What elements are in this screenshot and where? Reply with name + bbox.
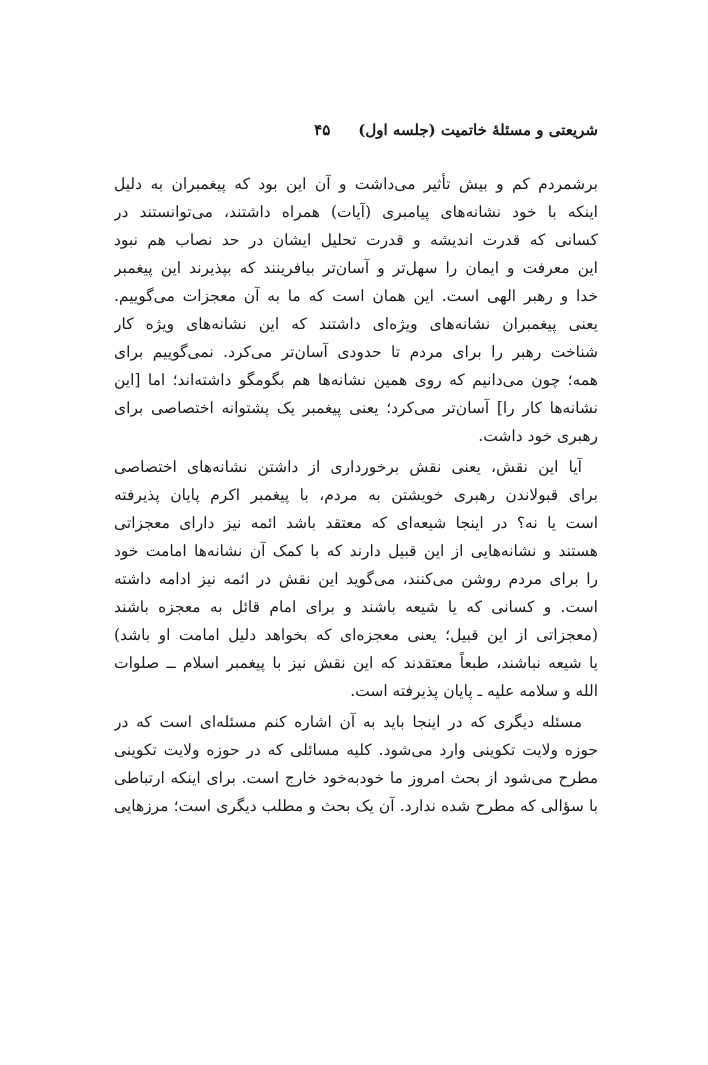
text-line: برشمردم کم و بیش تأثیر می‌داشت و آن این بود که پیغمبران به دلیل (114, 175, 598, 193)
text-line: اینکه با خود نشانه‌های پیامبری (آیات) همراه داشتند، می‌توانستند در (114, 203, 598, 221)
text-line: الله و سلامه علیه ـ پایان پذیرفته است. (350, 682, 598, 700)
text-line: مسئله دیگری که در اینجا باید به آن اشاره کنم مسئله‌ای است که در (114, 713, 582, 731)
text-line: با سؤالی که مطرح شده ندارد. آن یک بحث و مطلب دیگری است؛ مرزهایی (114, 797, 598, 815)
text-line: همه؛ چون می‌دانیم که روی همین نشانه‌ها هم بگومگو داشته‌اند؛ اما [این (114, 371, 598, 389)
text-line: رهبری خود داشت. (478, 427, 598, 445)
paragraph-2 (114, 453, 598, 705)
text-line: هستند و نشانه‌هایی از این قبیل دارند که با کمک آن نشانه‌ها امامت خود (114, 542, 598, 560)
running-head (114, 118, 598, 142)
text-line: است یا نه؟ در اینجا شیعه‌ای که معتقد باشد ائمه نیز دارای معجزاتی (114, 514, 598, 532)
text-line: نشانه‌ها کار را] آسان‌تر می‌کرد؛ یعنی پیغمبر یک پشتوانه اختصاصی برای (114, 399, 598, 417)
text-line: شناخت رهبر را برای مردم تا حدودی آسان‌تر می‌کرد. نمی‌گوییم برای (114, 343, 598, 361)
text-line: را برای مردم روشن می‌کنند، می‌گوید این نقش در ائمه نیز ادامه داشته (114, 570, 598, 588)
text-line: کسانی که قدرت اندیشه و قدرت تحلیل ایشان در حد نصاب هم نبود (114, 231, 598, 249)
text-line: یا شیعه نباشند، طبعاً معتقدند که این نقش نیز با پیغمبر اسلام ــ صلوات (114, 654, 598, 672)
text-line: آیا این نقش، یعنی نقش برخورداری از داشتن نشانه‌های اختصاصی (114, 458, 582, 476)
text-line: یعنی پیغمبران نشانه‌های ویژه‌ای داشتند که این نشانه‌های ویژه کار (114, 315, 598, 333)
page-number: ۴۵ (314, 121, 331, 139)
text-line: برای قبولاندن رهبری خویشتن به مردم، با پیغمبر اکرم پایان پذیرفته (114, 486, 598, 504)
text-line: مطرح می‌شود از بحث امروز ما خودبه‌خود خارج است. برای اینکه ارتباطی (114, 769, 598, 787)
text-line: است. و کسانی که یا شیعه باشند و برای امام قائل به معجزه باشند (114, 598, 598, 616)
text-line: (معجزاتی از این قبیل؛ یعنی معجزه‌ای که بخواهد دلیل امامت او باشد) (114, 626, 598, 644)
paragraph-3 (114, 708, 598, 820)
text-line: این معرفت و ایمان را سهل‌تر و آسان‌تر بیافرینند که بپذیرند این پیغمبر (114, 259, 598, 277)
text-line: خدا و رهبر الهی است. این همان است که ما به آن معجزات می‌گوییم. (114, 287, 598, 305)
body-text (114, 170, 598, 823)
paragraph-1 (114, 170, 598, 450)
text-line: حوزه ولایت تکوینی وارد می‌شود. کلیه مسائلی که در حوزه ولایت تکوینی (114, 741, 598, 759)
running-head-title: شریعتی و مسئلهٔ خاتمیت (جلسه اول) (358, 121, 598, 139)
